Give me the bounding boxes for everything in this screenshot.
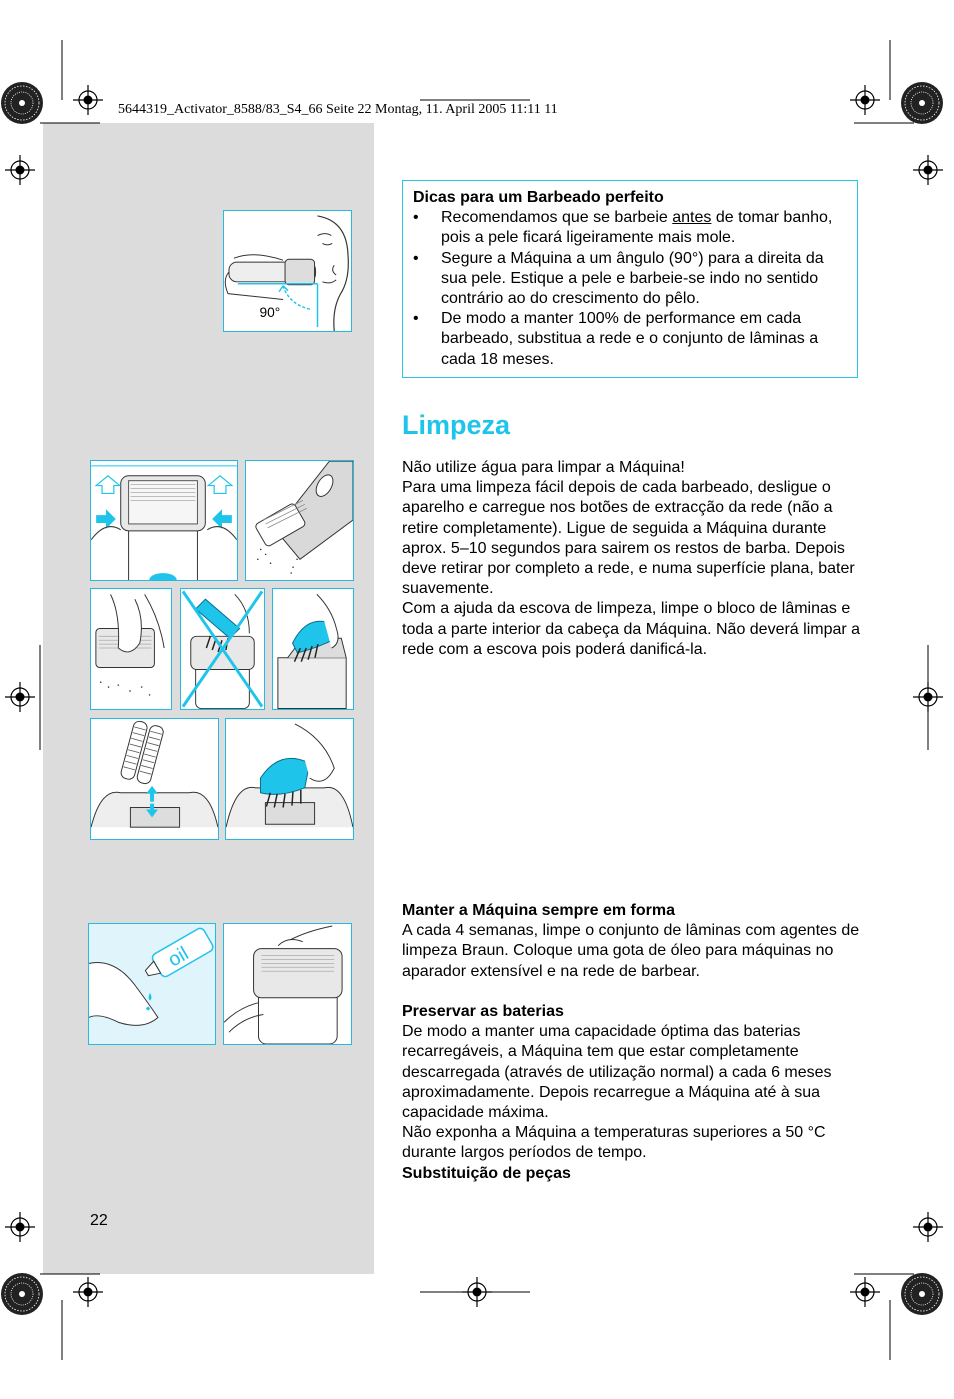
brush-head-illustration — [272, 588, 354, 710]
cleaning-paragraph: Com a ajuda da escova de limpeza, limpe o bloco de lâminas e toda a parte interior da cabeça da Máquina. Não deverá limpar a rede com a escova pois poderá danificá-la. — [402, 600, 861, 658]
batteries-paragraph: De modo a manter uma capacidade óptima das baterias recarregáveis, a Máquina tem que estar completamente descarregada (através de utilização normal) a cada 6 meses aproximadamente. Depois recarregue a Máquina até à sua capacidade máxima. — [402, 1023, 832, 1122]
bullet: • — [413, 209, 419, 227]
oil-label: oil — [164, 942, 193, 972]
tips-title: Dicas para um Barbeado perfeito — [413, 189, 664, 206]
do-not-brush-foil-illustration — [180, 588, 265, 710]
maintenance-heading: Manter a Máquina sempre em forma — [402, 902, 675, 919]
print-info: 5644319_Activator_8588/83_S4_66 Seite 22 Montag, 11. April 2005 11:11 11 — [118, 102, 558, 117]
maintenance-text — [402, 901, 862, 1184]
cutter-block-illustration — [90, 718, 219, 840]
cleaning-text — [402, 458, 862, 660]
maintenance-paragraph: A cada 4 semanas, limpe o conjunto de lâminas com agentes de limpeza Braun. Coloque uma gota de óleo para máquinas no aparador extensível e na rede de barbear. — [402, 922, 860, 980]
tips-text: De modo a manter 100% de performance em cada barbeado, substitua a rede e o conjunto de lâminas a cada 18 meses. — [441, 310, 819, 368]
batteries-paragraph: Não exponha a Máquina a temperaturas superiores a 50 °C durante largos períodos de tempo. — [402, 1124, 826, 1162]
foil-release-illustration — [90, 460, 238, 581]
cleaning-paragraph: Para uma limpeza fácil depois de cada barbeado, desligue o aparelho e carregue nos botões de extracção da rede (não a retire completamente). Ligue de seguida a Máquina durante aprox. 5–10 segundos para sairem os restos de barba. Depois deve retirar por completo a rede, e numa superfície plana, bater suavemente. — [402, 479, 855, 598]
replacement-heading: Substituição de peças — [402, 1164, 571, 1182]
tips-item — [413, 249, 849, 310]
tips-text: Segure a Máquina a um ângulo (90°) para a direita da sua pele. Estique a pele e barbeie-se indo no sentido contrário ao do crescimento do pêlo. — [441, 249, 824, 308]
angle-label: 90° — [259, 305, 281, 321]
tips-box — [402, 180, 858, 378]
page-number: 22 — [90, 1212, 108, 1229]
cleaning-warning: Não utilize água para limpar a Máquina! — [402, 459, 685, 476]
bullet: • — [413, 249, 419, 267]
bullet: • — [413, 310, 419, 328]
foil-removal-illustration — [90, 588, 172, 710]
tips-item — [413, 208, 849, 248]
underlined-word: antes — [672, 209, 712, 227]
tips-text: Recomendamos que se barbeie — [441, 209, 673, 227]
section-heading-limpeza: Limpeza — [402, 410, 511, 440]
oil-foil-illustration — [223, 923, 352, 1045]
batteries-heading: Preservar as baterias — [402, 1003, 564, 1021]
shaving-angle-illustration — [223, 210, 352, 332]
brush-cutter-illustration — [225, 718, 354, 840]
tips-text: de tomar banho, pois a pele ficará ligeiramente mais mole. — [441, 209, 833, 247]
oil-illustration — [88, 923, 216, 1045]
tap-out-illustration — [245, 460, 354, 581]
tips-item — [413, 309, 849, 370]
